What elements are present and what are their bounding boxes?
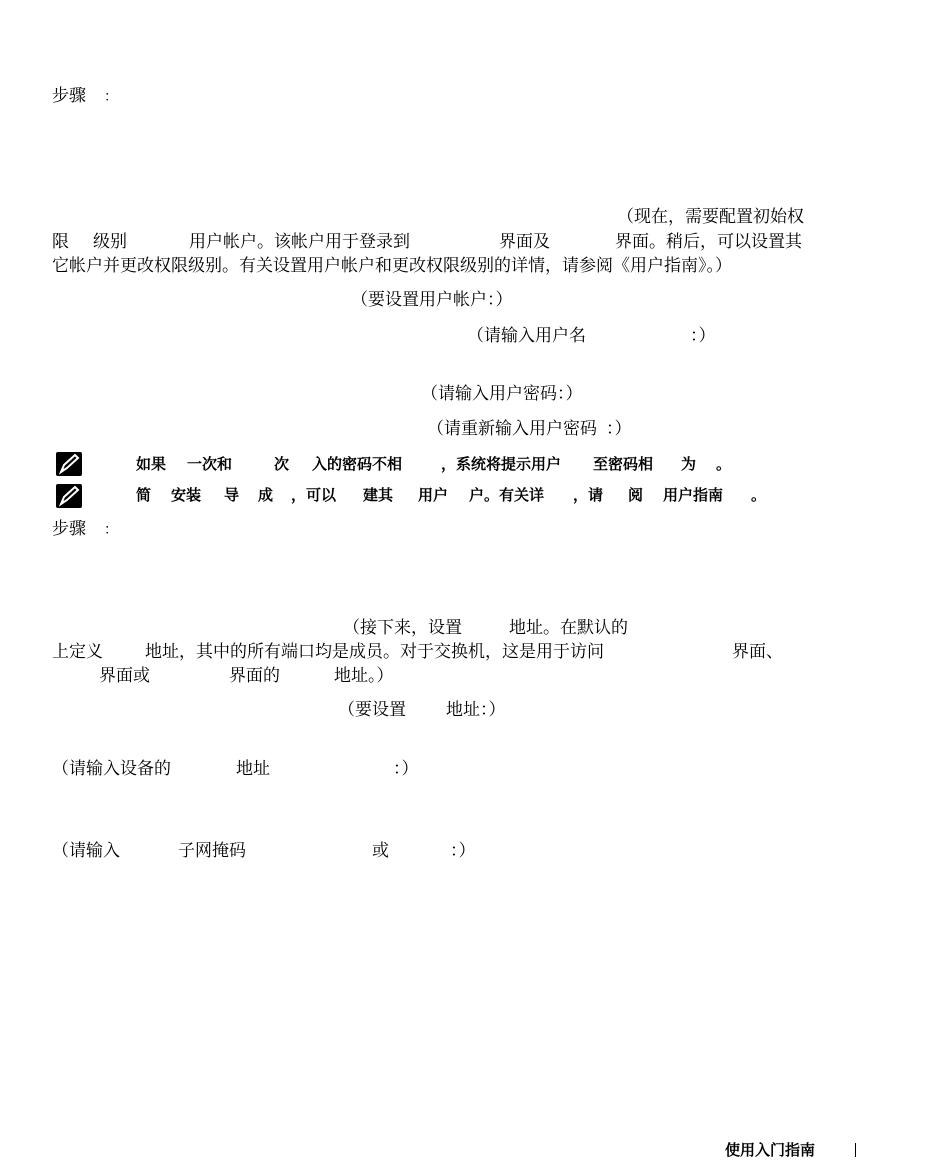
- note1-part-2: 一次和: [187, 455, 233, 473]
- step1-heading-colon: ：: [104, 89, 118, 105]
- note2-part-1: 简: [136, 486, 152, 504]
- step2-para-line2-a: 上定义: [52, 642, 103, 662]
- step2-para-line2-b: 地址，其中的所有端口均是成员。对于交换机，这是用于访问: [145, 642, 604, 662]
- enter-mask-label: 子网掩码: [178, 841, 246, 861]
- step1-para-line2-c: 用户帐户。该帐户用于登录到: [189, 232, 410, 252]
- step1-heading: 步骤: [52, 86, 86, 106]
- note-pencil-icon: [56, 484, 82, 508]
- reenter-password-end: ：）: [606, 419, 632, 439]
- note2-part-2: 安装: [171, 486, 202, 504]
- footer-separator: [855, 1143, 856, 1157]
- enter-mask-end: ：）: [450, 841, 476, 861]
- step1-para-line1: （现在，需要配置初始权: [617, 207, 804, 227]
- setup-ip-text: （要设置: [338, 700, 406, 720]
- step1-para-line2-e: 界面。稍后，可以设置其: [615, 232, 802, 252]
- footer-guide-title: 使用入门指南: [725, 1141, 816, 1159]
- note1-part-6: 至密码相: [593, 455, 654, 473]
- step2-heading: 步骤: [52, 519, 86, 539]
- setup-ip-end: 地址：）: [446, 700, 506, 720]
- note2-part-6: 建其: [363, 486, 394, 504]
- step1-para-line2-b: 级别: [93, 232, 127, 252]
- step2-heading-colon: ：: [104, 522, 118, 538]
- note2-part-9: ，请: [573, 486, 604, 504]
- enter-ip-address-label: 地址: [236, 759, 270, 779]
- note1-part-8: 。: [716, 455, 732, 473]
- step2-para-line3-a: 界面或: [99, 666, 150, 686]
- note2-part-3: 导: [224, 486, 240, 504]
- note2-part-5: ，可以: [291, 486, 337, 504]
- step2-para-line3-b: 界面的: [229, 666, 280, 686]
- enter-ip-end: ：）: [393, 759, 419, 779]
- step2-para-line1-b: 地址。在默认的: [509, 618, 628, 638]
- enter-username-end: ：）: [690, 326, 716, 346]
- note2-part-4: 成: [258, 486, 274, 504]
- note1-part-3: 次: [274, 455, 290, 473]
- reenter-password-text: （请重新输入用户密码: [427, 419, 597, 439]
- note1-part-7: 为: [681, 455, 697, 473]
- note1-part-1: 如果: [136, 455, 167, 473]
- note2-part-11: 用户指南: [663, 486, 724, 504]
- note2-part-8: 户。有关详: [469, 486, 545, 504]
- note-pencil-icon: [56, 452, 82, 476]
- enter-ip-text: （请输入设备的: [52, 759, 171, 779]
- note2-part-12: 。: [751, 486, 767, 504]
- note2-part-10: 阅: [628, 486, 644, 504]
- setup-account-text: （要设置用户帐户：）: [351, 290, 513, 310]
- note1-part-5: ，系统将提示用户: [441, 455, 562, 473]
- step1-para-line2-a: 限: [52, 232, 69, 252]
- enter-username-text: （请输入用户名: [467, 326, 586, 346]
- step1-para-line2-d: 界面及: [499, 232, 550, 252]
- step2-para-line3-c: 地址。）: [334, 666, 394, 686]
- step2-para-line1-a: （接下来，设置: [343, 618, 462, 638]
- note2-part-7: 用户: [418, 486, 449, 504]
- enter-password-text: （请输入用户密码：）: [421, 384, 583, 404]
- step1-para-line3: 它帐户并更改权限级别。有关设置用户帐户和更改权限级别的详情，请参阅《用户指南》。）: [52, 256, 732, 276]
- enter-mask-or: 或: [372, 841, 389, 861]
- enter-mask-text: （请输入: [52, 841, 120, 861]
- note1-part-4: 入的密码不相: [312, 455, 403, 473]
- step2-para-line2-c: 界面、: [732, 642, 783, 662]
